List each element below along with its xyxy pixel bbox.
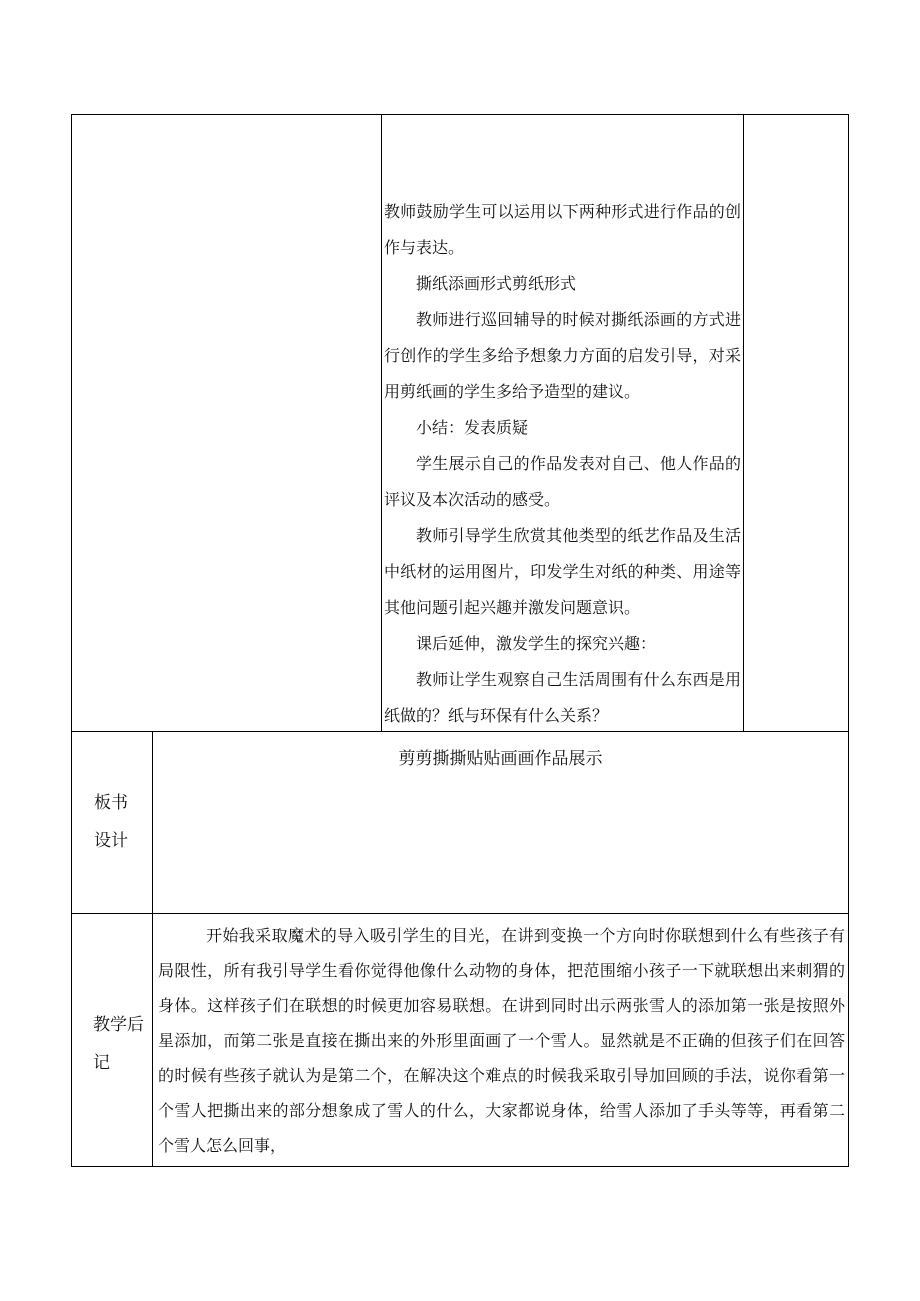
board-design-content: 剪剪撕撕贴贴画画作品展示 [398,749,603,769]
process-paragraph: 撕纸添画形式剪纸形式 [416,274,577,293]
process-paragraph: 课后延伸，激发学生的探究兴趣： [416,634,657,653]
process-paragraph: 小结：发表质疑 [416,418,529,437]
process-paragraph: 教师鼓励学生可以运用以下两种形式进行作品的创作与表达。 [384,202,741,257]
label-col-divider [152,731,153,1167]
table-right-border [848,114,849,1167]
postscript-cell [158,918,845,1163]
process-paragraph: 学生展示自己的作品发表对自己、他人作品的评议及本次活动的感受。 [384,454,741,509]
process-cell [384,194,741,734]
table-left-border [71,114,72,1167]
board-design-label-line1: 板书 [94,793,128,813]
postscript-content: 开始我采取魔术的导入吸引学生的目光，在讲到变换一个方向时你联想到什么有些孩子有局限性，所有我引导学生看你觉得他像什么动物的身体，把范围缩小孩子一下就联想出来刺猬的身体。这样孩子们在联想的时候更加容易联想。在讲到同时出示两张雪人的添加第一张是按照外星添加，而第二张是直接在撕出来的外形里面画了一个雪人。显然就是不正确的但孩子们在回答的时候有些孩子就认为是第二个，在解决这个难点的时候我采取引导加回顾的手法，说你看第一个雪人把撕出来的部分想象成了雪人的什么，大家都说身体，给雪人添加了手头等等，再看第二个雪人怎么回事， [158,926,845,1155]
table-top-border [71,114,849,115]
board-design-label [94,784,150,860]
postscript-label-line2: 记 [93,1053,110,1073]
postscript-label [93,1006,151,1082]
process-paragraph: 教师引导学生欣赏其他类型的纸艺作品及生活中纸材的运用图片，印发学生对纸的种类、用途等其他问题引起兴趣并激发问题意识。 [384,526,741,617]
process-col-divider-right [743,114,744,732]
process-col-divider-left [381,114,382,732]
postscript-label-line1: 教学后 [93,1015,144,1035]
board-design-label-line2: 设计 [94,831,128,851]
table-bottom-border [71,1166,849,1167]
process-paragraph: 教师让学生观察自己生活周围有什么东西是用纸做的？纸与环保有什么关系？ [384,670,741,725]
row-divider-2 [71,913,849,914]
process-paragraph: 教师进行巡回辅导的时候对撕纸添画的方式进行创作的学生多给予想象力方面的启发引导，对采用剪纸画的学生多给予造型的建议。 [384,310,741,401]
